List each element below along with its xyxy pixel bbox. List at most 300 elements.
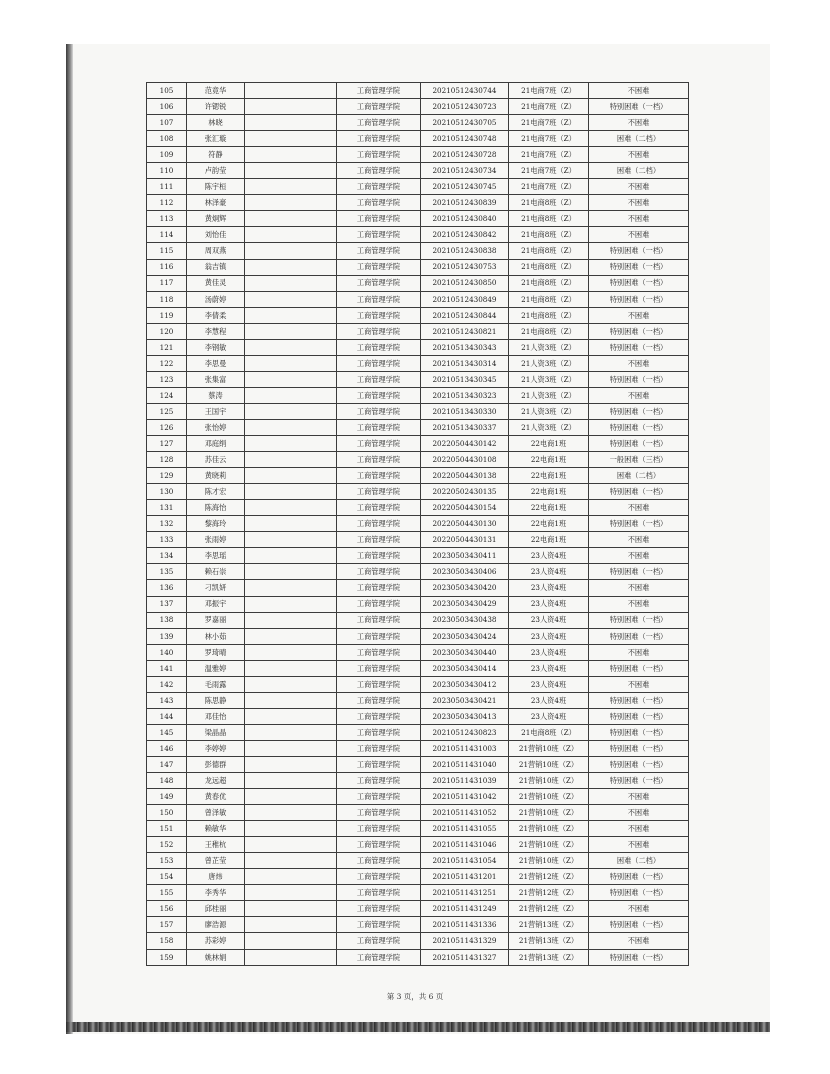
student-id: 20210512430753	[421, 259, 509, 275]
student-roster-table	[146, 82, 689, 966]
table-row	[147, 339, 689, 355]
difficulty-level: 不困难	[589, 789, 689, 805]
student-id: 20210511431052	[421, 805, 509, 821]
class-name: 21营销12班（Z）	[509, 869, 589, 885]
blank-cell	[245, 740, 337, 756]
student-id: 20210512430705	[421, 115, 509, 131]
difficulty-level: 不困难	[589, 933, 689, 949]
student-id: 20230503430421	[421, 692, 509, 708]
student-name: 刁凯妍	[187, 580, 245, 596]
row-number: 122	[147, 355, 187, 371]
blank-cell	[245, 596, 337, 612]
blank-cell	[245, 869, 337, 885]
row-number: 136	[147, 580, 187, 596]
student-id: 20230503430412	[421, 676, 509, 692]
student-id: 20220504430154	[421, 500, 509, 516]
blank-cell	[245, 195, 337, 211]
table-row	[147, 692, 689, 708]
blank-cell	[245, 403, 337, 419]
class-name: 21电商8班（Z）	[509, 307, 589, 323]
row-number: 132	[147, 516, 187, 532]
college-name: 工商管理学院	[337, 403, 421, 419]
class-name: 21人资3班（Z）	[509, 355, 589, 371]
table-row	[147, 403, 689, 419]
college-name: 工商管理学院	[337, 548, 421, 564]
class-name: 21营销10班（Z）	[509, 837, 589, 853]
college-name: 工商管理学院	[337, 949, 421, 965]
student-id: 20230503430429	[421, 596, 509, 612]
class-name: 21电商7班（Z）	[509, 83, 589, 99]
college-name: 工商管理学院	[337, 179, 421, 195]
student-id: 20210511431251	[421, 885, 509, 901]
difficulty-level: 特别困难（一档）	[589, 516, 689, 532]
row-number: 157	[147, 917, 187, 933]
table-row	[147, 644, 689, 660]
row-number: 118	[147, 291, 187, 307]
table-row	[147, 853, 689, 869]
class-name: 21电商8班（Z）	[509, 291, 589, 307]
student-name: 龙远超	[187, 773, 245, 789]
difficulty-level: 特别困难（一档）	[589, 323, 689, 339]
table-row	[147, 419, 689, 435]
student-name: 范竟华	[187, 83, 245, 99]
student-name: 赖石崇	[187, 564, 245, 580]
student-name: 苏彩婷	[187, 933, 245, 949]
blank-cell	[245, 291, 337, 307]
blank-cell	[245, 436, 337, 452]
table-row	[147, 789, 689, 805]
row-number: 108	[147, 131, 187, 147]
college-name: 工商管理学院	[337, 724, 421, 740]
row-number: 148	[147, 773, 187, 789]
difficulty-level: 不困难	[589, 211, 689, 227]
class-name: 21电商8班（Z）	[509, 323, 589, 339]
class-name: 23人资4班	[509, 548, 589, 564]
student-id: 20210511431327	[421, 949, 509, 965]
student-id: 20210512430844	[421, 307, 509, 323]
college-name: 工商管理学院	[337, 195, 421, 211]
difficulty-level: 困难（二档）	[589, 853, 689, 869]
row-number: 142	[147, 676, 187, 692]
student-name: 张集富	[187, 371, 245, 387]
student-id: 20210512430748	[421, 131, 509, 147]
college-name: 工商管理学院	[337, 275, 421, 291]
table-row	[147, 227, 689, 243]
difficulty-level: 困难（二档）	[589, 163, 689, 179]
row-number: 123	[147, 371, 187, 387]
row-number: 127	[147, 436, 187, 452]
student-id: 20220504430131	[421, 532, 509, 548]
blank-cell	[245, 387, 337, 403]
row-number: 134	[147, 548, 187, 564]
table-row	[147, 805, 689, 821]
table-row	[147, 500, 689, 516]
class-name: 21营销10班（Z）	[509, 821, 589, 837]
table-row	[147, 355, 689, 371]
student-id: 20230503430438	[421, 612, 509, 628]
student-name: 梁晶晶	[187, 724, 245, 740]
student-name: 廖浩源	[187, 917, 245, 933]
college-name: 工商管理学院	[337, 243, 421, 259]
student-name: 张怡婷	[187, 419, 245, 435]
student-name: 陈海怡	[187, 500, 245, 516]
student-name: 姚林娟	[187, 949, 245, 965]
row-number: 156	[147, 901, 187, 917]
blank-cell	[245, 933, 337, 949]
student-id: 20230503430440	[421, 644, 509, 660]
table-row	[147, 708, 689, 724]
table-row	[147, 484, 689, 500]
difficulty-level: 不困难	[589, 821, 689, 837]
student-id: 20230503430411	[421, 548, 509, 564]
college-name: 工商管理学院	[337, 644, 421, 660]
row-number: 119	[147, 307, 187, 323]
student-name: 唐炜	[187, 869, 245, 885]
student-name: 邓佳怡	[187, 708, 245, 724]
student-name: 黄佳灵	[187, 275, 245, 291]
class-name: 21人资3班（Z）	[509, 403, 589, 419]
student-name: 黄春优	[187, 789, 245, 805]
class-name: 21营销10班（Z）	[509, 853, 589, 869]
difficulty-level: 特别困难（一档）	[589, 564, 689, 580]
college-name: 工商管理学院	[337, 500, 421, 516]
college-name: 工商管理学院	[337, 163, 421, 179]
row-number: 155	[147, 885, 187, 901]
student-name: 彭德群	[187, 756, 245, 772]
college-name: 工商管理学院	[337, 773, 421, 789]
college-name: 工商管理学院	[337, 436, 421, 452]
table-row	[147, 740, 689, 756]
blank-cell	[245, 355, 337, 371]
class-name: 21营销12班（Z）	[509, 885, 589, 901]
student-id: 20210511431039	[421, 773, 509, 789]
table-row	[147, 773, 689, 789]
college-name: 工商管理学院	[337, 628, 421, 644]
college-name: 工商管理学院	[337, 452, 421, 468]
blank-cell	[245, 548, 337, 564]
student-name: 卢韵莹	[187, 163, 245, 179]
table-row	[147, 99, 689, 115]
table-row	[147, 933, 689, 949]
difficulty-level: 不困难	[589, 901, 689, 917]
difficulty-level: 特别困难（一档）	[589, 885, 689, 901]
blank-cell	[245, 885, 337, 901]
class-name: 23人资4班	[509, 596, 589, 612]
blank-cell	[245, 692, 337, 708]
student-id: 20210512430734	[421, 163, 509, 179]
difficulty-level: 不困难	[589, 805, 689, 821]
student-name: 毛雨露	[187, 676, 245, 692]
student-id: 20210513430323	[421, 387, 509, 403]
row-number: 144	[147, 708, 187, 724]
row-number: 139	[147, 628, 187, 644]
row-number: 159	[147, 949, 187, 965]
row-number: 125	[147, 403, 187, 419]
difficulty-level: 特别困难（一档）	[589, 869, 689, 885]
college-name: 工商管理学院	[337, 596, 421, 612]
student-name: 黎海玲	[187, 516, 245, 532]
student-name: 蔡涛	[187, 387, 245, 403]
college-name: 工商管理学院	[337, 355, 421, 371]
difficulty-level: 不困难	[589, 83, 689, 99]
student-id: 20220502430135	[421, 484, 509, 500]
row-number: 110	[147, 163, 187, 179]
table-row	[147, 580, 689, 596]
difficulty-level: 特别困难（一档）	[589, 612, 689, 628]
row-number: 117	[147, 275, 187, 291]
college-name: 工商管理学院	[337, 933, 421, 949]
row-number: 109	[147, 147, 187, 163]
student-id: 20210511431054	[421, 853, 509, 869]
class-name: 21电商7班（Z）	[509, 115, 589, 131]
table-row	[147, 612, 689, 628]
student-id: 20210512430744	[421, 83, 509, 99]
class-name: 23人资4班	[509, 580, 589, 596]
blank-cell	[245, 821, 337, 837]
class-name: 21营销13班（Z）	[509, 917, 589, 933]
blank-cell	[245, 676, 337, 692]
row-number: 120	[147, 323, 187, 339]
college-name: 工商管理学院	[337, 756, 421, 772]
class-name: 22电商1班	[509, 500, 589, 516]
student-id: 20210512430840	[421, 211, 509, 227]
row-number: 133	[147, 532, 187, 548]
table-row	[147, 436, 689, 452]
student-name: 陈宇桓	[187, 179, 245, 195]
table-row	[147, 516, 689, 532]
college-name: 工商管理学院	[337, 115, 421, 131]
difficulty-level: 困难（二档）	[589, 468, 689, 484]
student-id: 20210512430842	[421, 227, 509, 243]
difficulty-level: 特别困难（一档）	[589, 773, 689, 789]
row-number: 128	[147, 452, 187, 468]
class-name: 23人资4班	[509, 628, 589, 644]
student-id: 20210513430330	[421, 403, 509, 419]
difficulty-level: 不困难	[589, 227, 689, 243]
class-name: 21营销10班（Z）	[509, 789, 589, 805]
table-row	[147, 596, 689, 612]
difficulty-level: 不困难	[589, 644, 689, 660]
difficulty-level: 一般困难（三档）	[589, 452, 689, 468]
blank-cell	[245, 853, 337, 869]
difficulty-level: 不困难	[589, 532, 689, 548]
college-name: 工商管理学院	[337, 901, 421, 917]
class-name: 21营销10班（Z）	[509, 773, 589, 789]
college-name: 工商管理学院	[337, 692, 421, 708]
table-row	[147, 243, 689, 259]
row-number: 126	[147, 419, 187, 435]
blank-cell	[245, 805, 337, 821]
blank-cell	[245, 564, 337, 580]
student-id: 20220504430138	[421, 468, 509, 484]
difficulty-level: 不困难	[589, 387, 689, 403]
difficulty-level: 特别困难（一档）	[589, 484, 689, 500]
page-number-footer: 第 3 页，共 6 页	[386, 992, 444, 1001]
difficulty-level: 不困难	[589, 596, 689, 612]
difficulty-level: 特别困难（一档）	[589, 99, 689, 115]
student-name: 翁吉镇	[187, 259, 245, 275]
difficulty-level: 不困难	[589, 307, 689, 323]
row-number: 113	[147, 211, 187, 227]
row-number: 154	[147, 869, 187, 885]
row-number: 153	[147, 853, 187, 869]
student-id: 20210511431042	[421, 789, 509, 805]
college-name: 工商管理学院	[337, 323, 421, 339]
college-name: 工商管理学院	[337, 869, 421, 885]
row-number: 137	[147, 596, 187, 612]
class-name: 21营销10班（Z）	[509, 756, 589, 772]
blank-cell	[245, 516, 337, 532]
table-row	[147, 885, 689, 901]
blank-cell	[245, 789, 337, 805]
class-name: 23人资4班	[509, 644, 589, 660]
college-name: 工商管理学院	[337, 371, 421, 387]
difficulty-level: 特别困难（一档）	[589, 436, 689, 452]
table-row	[147, 660, 689, 676]
blank-cell	[245, 756, 337, 772]
student-name: 黄晓莉	[187, 468, 245, 484]
table-row	[147, 195, 689, 211]
row-number: 106	[147, 99, 187, 115]
row-number: 150	[147, 805, 187, 821]
college-name: 工商管理学院	[337, 131, 421, 147]
student-name: 邱桂丽	[187, 901, 245, 917]
class-name: 22电商1班	[509, 532, 589, 548]
row-number: 147	[147, 756, 187, 772]
class-name: 21人资3班（Z）	[509, 371, 589, 387]
college-name: 工商管理学院	[337, 708, 421, 724]
student-name: 李婷婷	[187, 740, 245, 756]
college-name: 工商管理学院	[337, 387, 421, 403]
row-number: 149	[147, 789, 187, 805]
table-row	[147, 837, 689, 853]
difficulty-level: 不困难	[589, 115, 689, 131]
student-id: 20220504430108	[421, 452, 509, 468]
class-name: 23人资4班	[509, 660, 589, 676]
difficulty-level: 特别困难（一档）	[589, 724, 689, 740]
student-name: 温雅婷	[187, 660, 245, 676]
student-id: 20230503430406	[421, 564, 509, 580]
college-name: 工商管理学院	[337, 837, 421, 853]
table-row	[147, 131, 689, 147]
blank-cell	[245, 419, 337, 435]
college-name: 工商管理学院	[337, 484, 421, 500]
college-name: 工商管理学院	[337, 580, 421, 596]
table-row	[147, 676, 689, 692]
student-id: 20230503430420	[421, 580, 509, 596]
student-name: 张汇璇	[187, 131, 245, 147]
class-name: 21人资3班（Z）	[509, 419, 589, 435]
college-name: 工商管理学院	[337, 740, 421, 756]
blank-cell	[245, 917, 337, 933]
class-name: 21电商7班（Z）	[509, 179, 589, 195]
difficulty-level: 特别困难（一档）	[589, 419, 689, 435]
student-name: 曾芷莹	[187, 853, 245, 869]
college-name: 工商管理学院	[337, 612, 421, 628]
college-name: 工商管理学院	[337, 917, 421, 933]
row-number: 116	[147, 259, 187, 275]
student-id: 20210512430728	[421, 147, 509, 163]
college-name: 工商管理学院	[337, 227, 421, 243]
blank-cell	[245, 211, 337, 227]
difficulty-level: 特别困难（一档）	[589, 275, 689, 291]
scan-left-edge	[66, 44, 73, 1034]
class-name: 23人资4班	[509, 708, 589, 724]
student-name: 黄炯辉	[187, 211, 245, 227]
difficulty-level: 困难（二档）	[589, 131, 689, 147]
class-name: 21电商7班（Z）	[509, 131, 589, 147]
difficulty-level: 特别困难（一档）	[589, 339, 689, 355]
table-row	[147, 323, 689, 339]
college-name: 工商管理学院	[337, 339, 421, 355]
student-name: 李倩柔	[187, 307, 245, 323]
class-name: 22电商1班	[509, 452, 589, 468]
student-id: 20230503430413	[421, 708, 509, 724]
row-number: 146	[147, 740, 187, 756]
student-id: 20220504430142	[421, 436, 509, 452]
student-id: 20230503430414	[421, 660, 509, 676]
class-name: 21电商8班（Z）	[509, 259, 589, 275]
student-id: 20210513430314	[421, 355, 509, 371]
student-name: 林晓	[187, 115, 245, 131]
row-number: 124	[147, 387, 187, 403]
row-number: 143	[147, 692, 187, 708]
table-row	[147, 532, 689, 548]
difficulty-level: 不困难	[589, 676, 689, 692]
college-name: 工商管理学院	[337, 532, 421, 548]
student-name: 曾泽敏	[187, 805, 245, 821]
student-id: 20210512430850	[421, 275, 509, 291]
student-name: 李思曼	[187, 355, 245, 371]
student-name: 苏佳云	[187, 452, 245, 468]
blank-cell	[245, 227, 337, 243]
student-name: 周双燕	[187, 243, 245, 259]
difficulty-level: 特别困难（一档）	[589, 692, 689, 708]
row-number: 140	[147, 644, 187, 660]
difficulty-level: 特别困难（一档）	[589, 403, 689, 419]
difficulty-level: 特别困难（一档）	[589, 291, 689, 307]
difficulty-level: 不困难	[589, 500, 689, 516]
college-name: 工商管理学院	[337, 789, 421, 805]
table-row	[147, 307, 689, 323]
college-name: 工商管理学院	[337, 821, 421, 837]
row-number: 107	[147, 115, 187, 131]
difficulty-level: 不困难	[589, 147, 689, 163]
blank-cell	[245, 837, 337, 853]
college-name: 工商管理学院	[337, 805, 421, 821]
difficulty-level: 特别困难（一档）	[589, 917, 689, 933]
student-id: 20210511431201	[421, 869, 509, 885]
student-id: 20210512430723	[421, 99, 509, 115]
class-name: 21电商7班（Z）	[509, 163, 589, 179]
blank-cell	[245, 612, 337, 628]
blank-cell	[245, 949, 337, 965]
college-name: 工商管理学院	[337, 516, 421, 532]
student-id: 20230503430424	[421, 628, 509, 644]
blank-cell	[245, 275, 337, 291]
class-name: 21营销10班（Z）	[509, 805, 589, 821]
college-name: 工商管理学院	[337, 99, 421, 115]
class-name: 21营销12班（Z）	[509, 901, 589, 917]
class-name: 22电商1班	[509, 436, 589, 452]
college-name: 工商管理学院	[337, 419, 421, 435]
college-name: 工商管理学院	[337, 83, 421, 99]
college-name: 工商管理学院	[337, 885, 421, 901]
difficulty-level: 不困难	[589, 179, 689, 195]
student-name: 陈思静	[187, 692, 245, 708]
college-name: 工商管理学院	[337, 291, 421, 307]
scan-bottom-edge	[66, 1022, 770, 1032]
